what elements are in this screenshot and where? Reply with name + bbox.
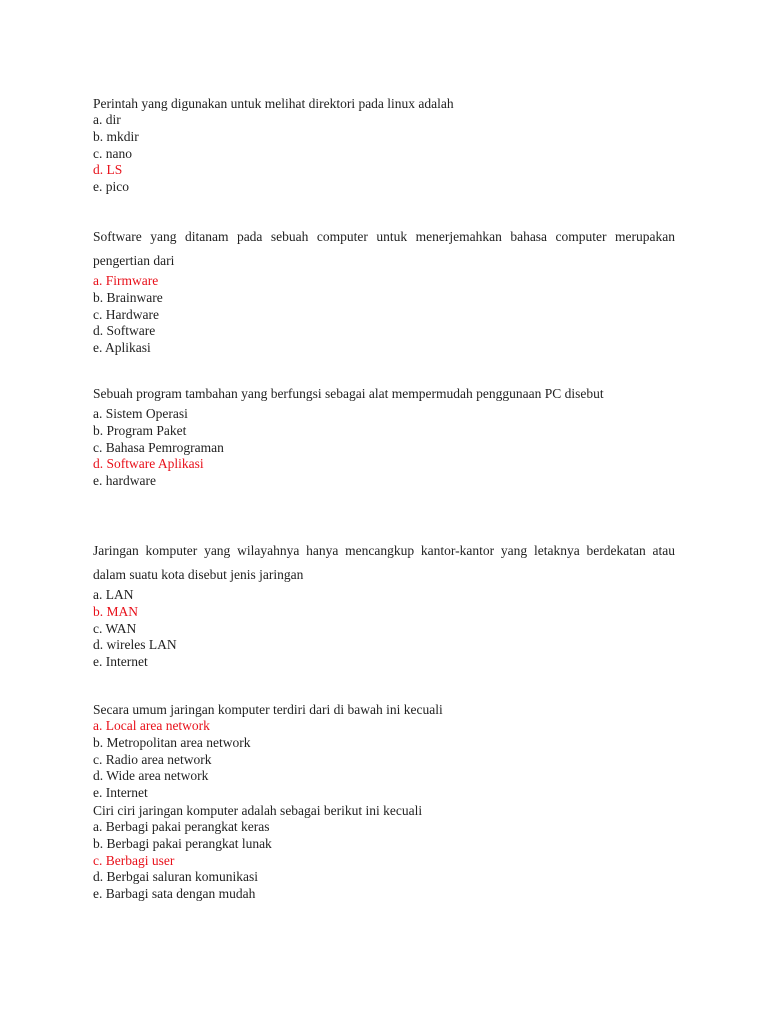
option-c: c. nano [93, 145, 132, 161]
option-c: c. Radio area network [93, 751, 212, 767]
option-d: d. Berbgai saluran komunikasi [93, 869, 258, 885]
option-b: b. Berbagi pakai perangkat lunak [93, 835, 272, 851]
option-d: d. wireles LAN [93, 637, 177, 653]
question-3 [93, 382, 675, 490]
option-d: d. Software [93, 323, 156, 339]
question-text: Perintah yang digunakan untuk melihat direktori pada linux adalah [93, 96, 454, 111]
option-d-correct: d. LS [93, 162, 123, 178]
question-text: Ciri ciri jaringan komputer adalah sebagai berikut ini kecuali [93, 803, 423, 818]
question-1 [93, 95, 675, 196]
option-a: a. dir [93, 112, 121, 127]
option-c: c. Hardware [93, 306, 159, 322]
option-a: a. Sistem Operasi [93, 406, 188, 421]
option-d-correct: d. Software Aplikasi [93, 456, 204, 472]
option-e: e. Barbagi sata dengan mudah [93, 886, 256, 902]
question-text: Jaringan komputer yang wilayahnya hanya mencangkup kantor-kantor yang letaknya berdekatan atau dalam suatu kota disebut jenis jaringan [93, 543, 675, 582]
option-e: e. Internet [93, 654, 148, 670]
option-b: b. Metropolitan area network [93, 734, 251, 750]
option-a-correct: a. Firmware [93, 273, 159, 288]
question-text: Secara umum jaringan komputer terdiri dari di bawah ini kecuali [93, 702, 443, 717]
option-b: b. mkdir [93, 128, 139, 144]
option-a: a. LAN [93, 587, 134, 602]
question-5 [93, 701, 675, 802]
option-c-correct: c. Berbagi user [93, 852, 175, 868]
question-2 [93, 225, 675, 357]
option-c: c. WAN [93, 620, 137, 636]
question-text: Sebuah program tambahan yang berfungsi sebagai alat mempermudah penggunaan PC disebut [93, 386, 604, 401]
option-e: e. Aplikasi [93, 340, 151, 356]
option-b: b. Brainware [93, 289, 163, 305]
option-a-correct: a. Local area network [93, 718, 210, 733]
option-b-correct: b. MAN [93, 603, 139, 619]
question-4 [93, 539, 675, 671]
option-e: e. Internet [93, 785, 148, 801]
question-text: Software yang ditanam pada sebuah computer untuk menerjemahkan bahasa computer merupakan pengertian dari [93, 229, 675, 268]
option-c: c. Bahasa Pemrograman [93, 439, 224, 455]
option-e: e. hardware [93, 473, 156, 489]
option-b: b. Program Paket [93, 422, 187, 438]
option-d: d. Wide area network [93, 768, 209, 784]
question-6 [93, 802, 675, 903]
option-e: e. pico [93, 179, 129, 195]
option-a: a. Berbagi pakai perangkat keras [93, 819, 270, 834]
